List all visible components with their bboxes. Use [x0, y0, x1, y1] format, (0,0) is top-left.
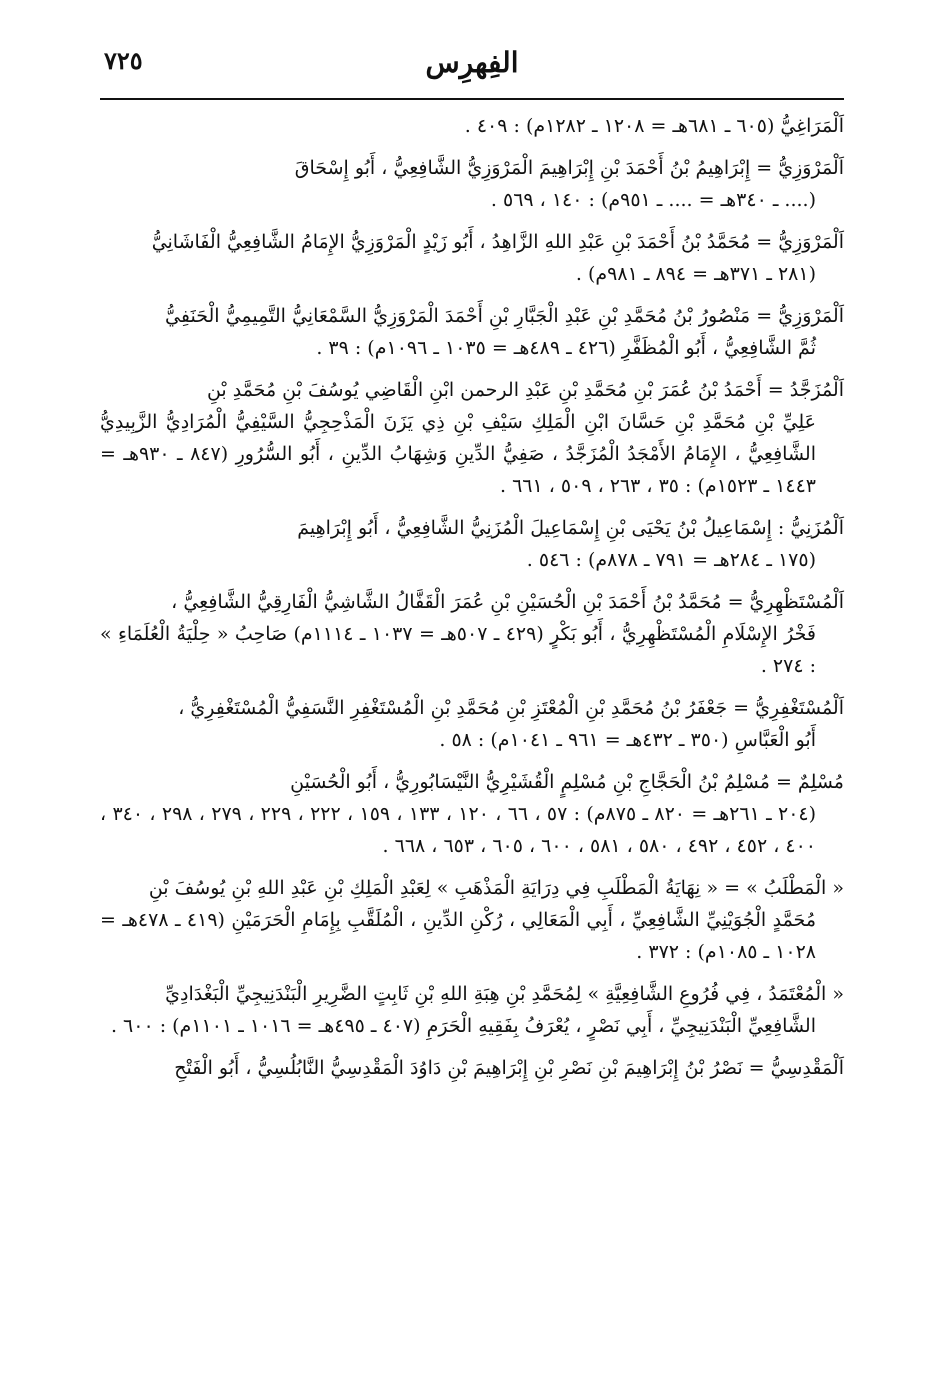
index-entry [100, 1052, 844, 1084]
index-entry [100, 226, 844, 290]
index-entry [100, 766, 844, 862]
entry-continuation: الشَّافِعِيِّ الْبَنْدَنِيجِيِّ ، أَبِي نَصْرٍ ، يُعْرَفُ بِفَقِيهِ الْحَرَمِ (٤٠٧ ـ ٤٩٥هـ = ١٠١٦ ـ ١١٠١م) : ٦٠٠ . [110, 1015, 816, 1037]
index-entry [100, 692, 844, 756]
entry-heading: « الْمَطْلَبُ » = « نِهَايَةُ الْمَطْلَبِ فِي دِرَايَةِ الْمَذْهَبِ » لِعَبْدِ الْمَلِكِ بْنِ عَبْدِ اللهِ بْنِ يُوسُفَ بْنِ [148, 877, 844, 899]
index-entry [100, 978, 844, 1042]
entry-heading: اَلْمُزَجَّدُ = أَحْمَدُ بْنُ عُمَرَ بْنِ مُحَمَّدِ بْنِ عَبْدِ الرحمن ابْنِ الْقَاضِي يُوسُفَ بْنِ مُحَمَّدِ بْنِ [206, 379, 844, 401]
entry-continuation: أَبُو الْعَبَّاسِ (٣٥٠ ـ ٤٣٢هـ = ٩٦١ ـ ١٠٤١م) : ٥٨ . [439, 729, 816, 751]
entry-continuation: (٢٨١ ـ ٣٧١هـ = ٨٩٤ ـ ٩٨١م) . [575, 263, 816, 285]
page-header [100, 40, 844, 96]
entry-heading: اَلْمَرْوَزِيُّ = إِبْرَاهِيمُ بْنُ أَحْمَدَ بْنِ إِبْرَاهِيمَ الْمَرْوَزِيُّ الشَّافِعِيُّ ، أَبُو إِسْحَاقَ [294, 157, 844, 179]
entry-continuation: ثُمَّ الشَّافِعِيُّ ، أَبُو الْمُظَفَّرِ (٤٢٦ ـ ٤٨٩هـ = ١٠٣٥ ـ ١٠٩٦م) : ٣٩ . [316, 337, 816, 359]
entry-continuation: (١٧٥ ـ ٢٨٤هـ = ٧٩١ ـ ٨٧٨م) : ٥٤٦ . [526, 549, 816, 571]
entry-continuation: عَلِيِّ بْنِ مُحَمَّدِ بْنِ حَسَّانَ ابْنِ الْمَلِكِ سَيْفِ بْنِ ذِي يَزَنَ الْمَذْحِجِيُّ السَّيْفِيُّ الْمُرَادِيُّ الزَّبِيدِيُّ الشَّافِعِيُّ ، الإِمَامُ الأَمْجَدُ الْمُزَجَّدُ ، صَفِيُّ الدِّينِ وَشِهَابُ الدِّينِ ، أَبُو السُّرُورِ (٨٤٧ ـ ٩٣٠هـ = ١٤٤٣ ـ ١٥٢٣م) : ٣٥ ، ٢٦٣ ، ٥٠٩ ، ٦٦١ . [100, 411, 816, 497]
index-entry [100, 152, 844, 216]
entry-continuation: (.... ـ ٣٤٠هـ = .... ـ ٩٥١م) : ١٤٠ ، ٥٦٩ . [490, 189, 816, 211]
entry-heading: اَلْمَرْوَزِيُّ = مُحَمَّدُ بْنُ أَحْمَدَ بْنِ عَبْدِ اللهِ الزَّاهِدُ ، أَبُو زَيْدٍ الْمَرْوَزِيُّ الإِمَامُ الشَّافِعِيُّ الْفَاشَانِيُّ [151, 231, 844, 253]
index-entries [100, 110, 844, 1094]
entry-heading: مُسْلِمٌ = مُسْلِمُ بْنُ الْحَجَّاجِ بْنِ مُسْلِمٍ الْقُشَيْرِيُّ النَّيْسَابُورِيُّ ، أَبُو الْحُسَيْنِ [290, 771, 844, 793]
header-divider [100, 98, 844, 100]
index-entry [100, 512, 844, 576]
entry-continuation: (٢٠٤ ـ ٢٦١هـ = ٨٢٠ ـ ٨٧٥م) : ٥٧ ، ٦٦ ، ١٢٠ ، ١٣٣ ، ١٥٩ ، ٢٢٢ ، ٢٢٩ ، ٢٧٩ ، ٢٩٨ ، ٣٤٠ ، ٤٠٠ ، ٤٥٢ ، ٤٩٢ ، ٥٨٠ ، ٥٨١ ، ٦٠٠ ، ٦٠٥ ، ٦٥٣ ، ٦٦٨ . [100, 803, 817, 857]
entry-heading: اَلْمُسْتَظْهِرِيُّ = مُحَمَّدُ بْنُ أَحْمَدَ بْنِ الْحُسَيْنِ بْنِ عُمَرَ الْقَفَّالُ الشَّاشِيُّ الْفَارِقِيُّ الشَّافِعِيُّ ، [171, 591, 844, 613]
page-title: الفِهرِس [425, 46, 519, 79]
entry-continuation: مُحَمَّدٍ الْجُوَيْنِيِّ الشَّافِعِيِّ ، أَبِي الْمَعَالِي ، رُكْنِ الدِّينِ ، الْمُلَقَّبِ بِإِمَامِ الْحَرَمَيْنِ (٤١٩ ـ ٤٧٨هـ = ١٠٢٨ ـ ١٠٨٥م) : ٣٧٢ . [100, 909, 816, 963]
entry-heading: اَلْمَرَاغِيُّ (٦٠٥ ـ ٦٨١هـ = ١٢٠٨ ـ ١٢٨٢م) : ٤٠٩ . [464, 115, 844, 137]
index-entry [100, 872, 844, 968]
page-number: ٧٢٥ [104, 46, 143, 75]
entry-continuation: فَخْرُ الإِسْلَامِ الْمُسْتَظْهِرِيُّ ، أَبُو بَكْرٍ (٤٢٩ ـ ٥٠٧هـ = ١٠٣٧ ـ ١١١٤م) صَاحِبُ « حِلْيَةُ الْعُلَمَاءِ » : ٢٧٤ . [100, 623, 816, 677]
index-entry [100, 300, 844, 364]
index-entry [100, 374, 844, 502]
index-entry [100, 110, 844, 142]
entry-heading: اَلْمَقْدِسِيُّ = نَصْرُ بْنُ إِبْرَاهِيمَ بْنِ نَصْرِ بْنِ إِبْرَاهِيمَ بْنِ دَاوُدَ الْمَقْدِسِيُّ النَّابُلُسِيُّ ، أَبُو الْفَتْحِ [174, 1057, 844, 1079]
entry-heading: اَلْمَرْوَزِيُّ = مَنْصُورُ بْنُ مُحَمَّدِ بْنِ عَبْدِ الْجَبَّارِ بْنِ أَحْمَدَ الْمَرْوَزِيُّ السَّمْعَانِيُّ التَّمِيمِيُّ الْحَنَفِيُّ [165, 305, 844, 327]
entry-heading: « الْمُعْتَمَدُ ، فِي فُرُوعِ الشَّافِعِيَّةِ » لِمُحَمَّدِ بْنِ هِبَةِ اللهِ بْنِ ثَابِتٍ الضَّرِيرِ الْبَنْدَنِيجِيِّ الْبَغْدَادِيِّ [165, 983, 844, 1005]
index-entry [100, 586, 844, 682]
entry-heading: اَلْمُسْتَغْفِرِيُّ = جَعْفَرُ بْنُ مُحَمَّدِ بْنِ الْمُعْتَزِ بْنِ مُحَمَّدِ بْنِ الْمُسْتَغْفِرِ النَّسَفِيُّ الْمُسْتَغْفِرِيُّ ، [178, 697, 844, 719]
entry-heading: اَلْمُزَنِيُّ : إِسْمَاعِيلُ بْنُ يَحْيَى بْنِ إِسْمَاعِيلَ الْمُزَنِيُّ الشَّافِعِيُّ ، أَبُو إِبْرَاهِيمَ [297, 517, 844, 539]
